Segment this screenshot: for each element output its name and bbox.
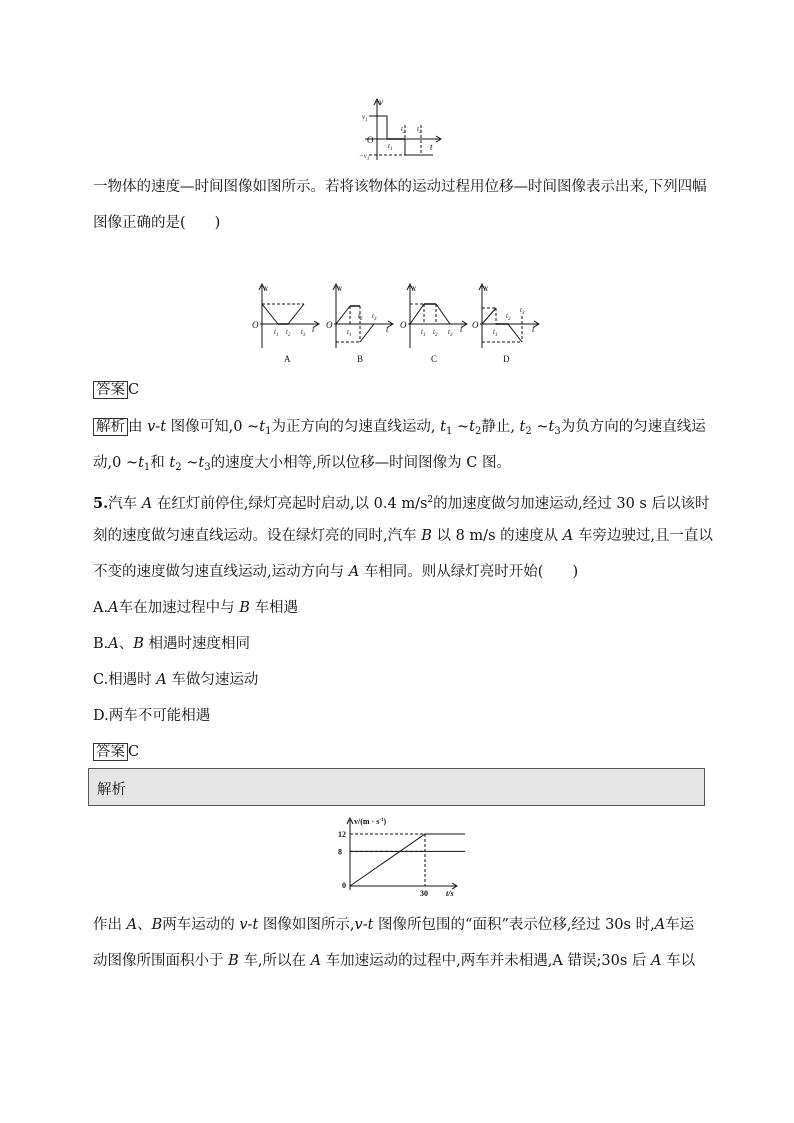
svg-text:t3: $t_3$ [417, 125, 422, 135]
svg-text:t1: $t_1$ [421, 328, 426, 338]
q5-line2: 刻的速度做匀速直线运动。设在绿灯亮的同时,汽车 B 以 8 m/s 的速度从 A 车旁边驶过,且一直以 [93, 528, 713, 544]
q5-analysis-header: 解析 [88, 768, 705, 806]
svg-text:t: t [532, 324, 535, 334]
q4-stem-line2: 图像正确的是( ) [93, 215, 221, 231]
answer-tag: 答案 [93, 743, 128, 761]
option-a-graph [259, 284, 319, 348]
option-d-label: D [503, 354, 510, 364]
svg-text:t1: $t_1$ [388, 142, 393, 152]
svg-text:O: O [400, 320, 407, 330]
q4-stem-line1: 一物体的速度—时间图像如图所示。若将该物体的运动过程用位移—时间图像表示出来,下列四幅 [93, 179, 707, 195]
option-b-label: B [357, 354, 364, 364]
svg-text:O: O [326, 320, 333, 330]
q5-option-c: C.相遇时 A 车做匀速运动 [93, 672, 259, 688]
y-axis-label: $v/(m \cdot s^{-1})$ [354, 817, 387, 826]
svg-text:t2: $t_2$ [286, 328, 291, 338]
svg-text:t1: $t_1$ [493, 328, 498, 338]
svg-text:t3: $t_3$ [301, 328, 306, 338]
option-c-label: C [431, 354, 438, 364]
q5-vt-chart [330, 814, 465, 896]
analysis-tag: 解析 [93, 418, 128, 436]
q5-option-a: A.A车在加速过程中与 B 车相遇 [93, 600, 298, 616]
svg-text:t1: $t_1$ [347, 328, 352, 338]
svg-text:O: O [252, 320, 259, 330]
y-tick-label: 8 [338, 847, 342, 857]
x-tick-label: 30 [420, 889, 428, 896]
svg-text:t2: $t_2$ [358, 312, 363, 322]
svg-text:t3: $t_3$ [448, 328, 453, 338]
svg-text:O: O [367, 135, 374, 145]
svg-text:t: t [312, 324, 315, 334]
series-line-a [350, 834, 465, 886]
q4-options-graphs [248, 280, 548, 370]
q5-line3: 不变的速度做匀速直线运动,运动方向与 A 车相同。则从绿灯亮时开始( ) [93, 564, 579, 580]
svg-text:t2: $t_2$ [401, 125, 406, 135]
svg-text:−v1: $-v_1$ [359, 152, 370, 162]
option-b-graph [333, 284, 393, 348]
svg-text:x: x [264, 283, 268, 293]
q5-option-d: D.两车不可能相遇 [93, 708, 211, 724]
option-d-graph [479, 284, 539, 348]
svg-text:t3: $t_3$ [520, 306, 525, 316]
q5-expl-line2: 动图像所围面积小于 B 车,所以在 A 车加速运动的过程中,两车并未相遇,A 错误;30s 后 A 车以 [93, 953, 696, 969]
answer-tag: 答案 [93, 381, 128, 399]
svg-text:t1: $t_1$ [274, 328, 279, 338]
v-axis-label: v [379, 97, 383, 107]
q5-expl-line1: 作出 A、B两车运动的 v-t 图像如图所示,v-t 图像所包围的“面积”表示位移,经过 30s 时,A车运 [93, 917, 695, 933]
svg-text:x: x [484, 283, 488, 293]
t-axis-label: t [430, 142, 433, 152]
svg-text:O: O [472, 320, 479, 330]
svg-text:t: t [386, 324, 389, 334]
q5-line1: 5.汽车 A 在红灯前停住,绿灯亮起时启动,以 0.4 $m/s^2$的加速度做匀加速运动,经过 30 s 后以该时 [93, 495, 710, 512]
svg-text:x: x [338, 283, 342, 293]
svg-text:v1: $v_1$ [362, 113, 368, 123]
q4-analysis-line1: 解析 由 v-t 图像可知,0 $\sim t_1$为正方向的匀速直线运动, $t_1$ $\sim t_2$静止, $t_2$ $\sim t_3$为负方向的匀速直线运 [93, 417, 706, 442]
svg-text:t2: $t_2$ [506, 312, 511, 322]
option-a-label: A [284, 354, 291, 364]
origin-label: 0 [342, 881, 346, 890]
x-axis-label: t/s [446, 889, 454, 896]
svg-text:t3: $t_3$ [372, 312, 377, 322]
svg-text:t: t [460, 324, 463, 334]
q4-analysis-line2: 动,0 $\sim t_1$和 $t_2$ $\sim t_3$的速度大小相等,所以位移—时间图像为 C 图。 [93, 455, 511, 473]
y-tick-label: 12 [338, 830, 346, 839]
option-c-graph [407, 284, 467, 348]
q4-vt-graph [355, 95, 450, 165]
q4-answer: 答案 C [93, 380, 139, 400]
q5-option-b: B.A、B 相遇时速度相同 [93, 636, 251, 652]
q5-answer: 答案 C [93, 742, 139, 762]
svg-text:x: x [412, 283, 416, 293]
svg-text:t2: $t_2$ [433, 328, 438, 338]
